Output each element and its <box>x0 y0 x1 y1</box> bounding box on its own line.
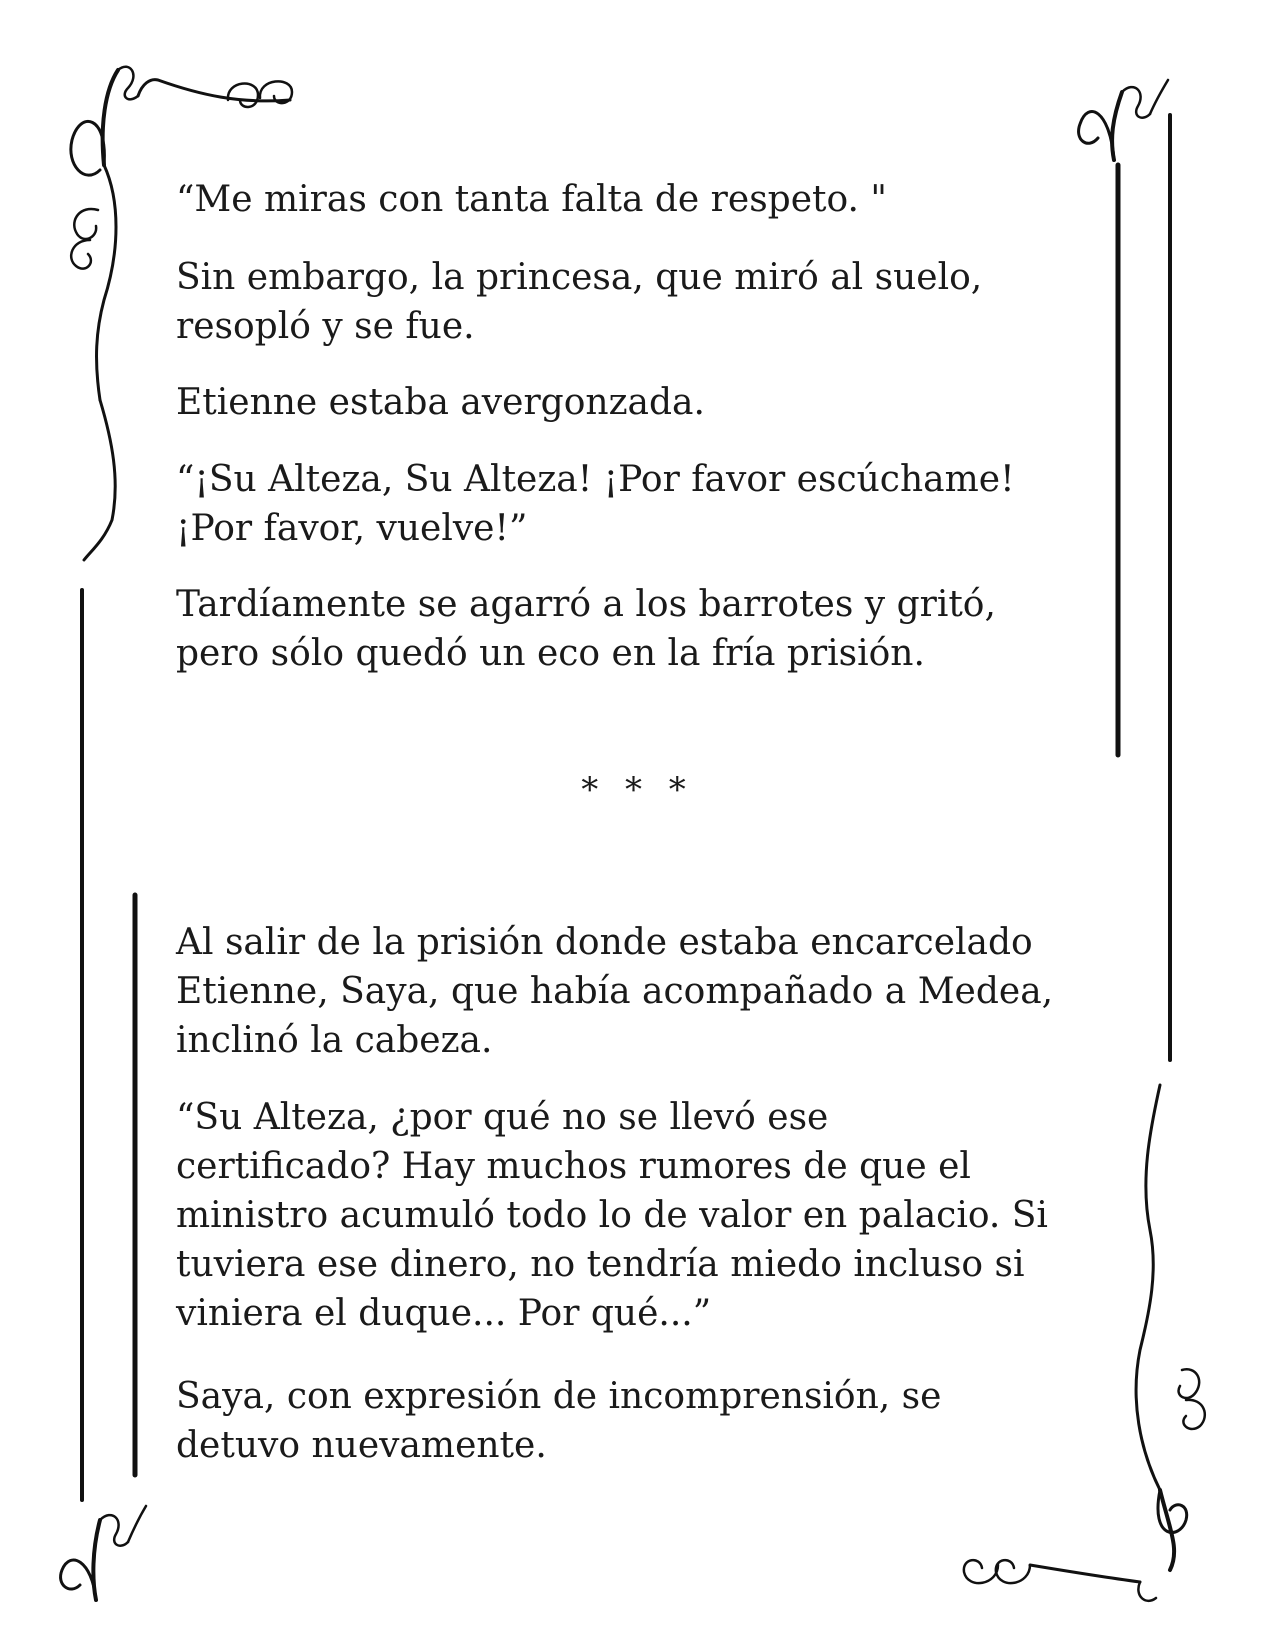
paragraph: Etienne estaba avergonzada. <box>176 382 705 423</box>
paragraph: Tardíamente se agarró a los barrotes y gritó, pero sólo quedó un eco en la fría prisión. <box>176 584 996 674</box>
flourish-top-right-icon <box>1079 80 1168 160</box>
paragraph: Saya, con expresión de incomprensión, se detuvo nuevamente. <box>176 1376 942 1466</box>
paragraph: “¡Su Alteza, Su Alteza! ¡Por favor escúchame! ¡Por favor, vuelve!” <box>176 459 1015 549</box>
paragraph: “Su Alteza, ¿por qué no se llevó ese certificado? Hay muchos rumores de que el ministro acumuló todo lo de valor en palacio. Si tuviera ese dinero, no tendría miedo incluso si viniera el duque... Por qué...” <box>176 1097 1048 1334</box>
flourish-bottom-left-icon <box>61 1506 146 1600</box>
paragraph: “Me miras con tanta falta de respeto. " <box>176 179 887 220</box>
paragraph: Al salir de la prisión donde estaba encarcelado Etienne, Saya, que había acompañado a Medea, inclinó la cabeza. <box>176 922 1054 1061</box>
scene-separator: * * * <box>581 770 694 810</box>
paragraph: Sin embargo, la princesa, que miró al suelo, resopló y se fue. <box>176 257 983 347</box>
